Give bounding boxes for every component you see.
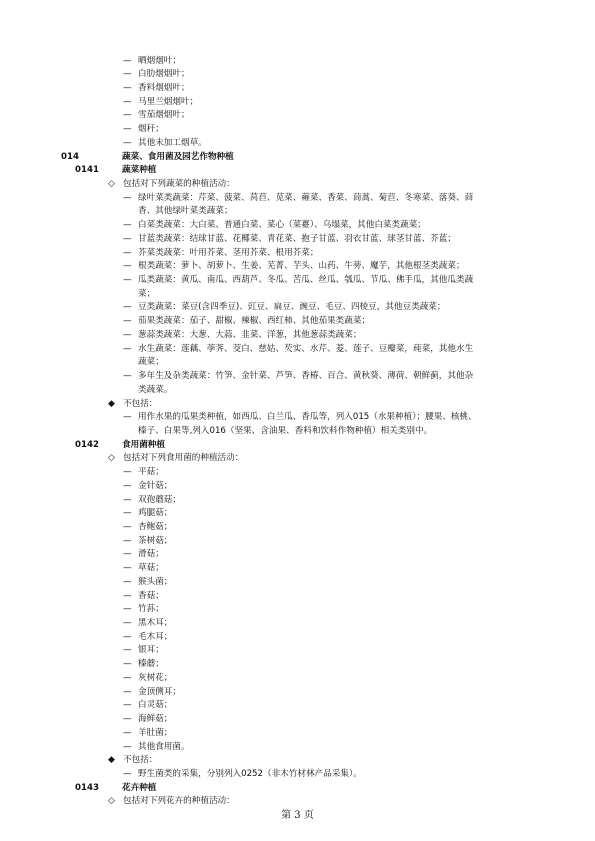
list-item-text: 瓜类蔬菜：黄瓜、南瓜、西葫芦、冬瓜、苦瓜、丝瓜、瓠瓜、节瓜、佛手瓜，其他瓜类蔬 — [138, 275, 474, 286]
list-item-text: 双孢蘑菇； — [138, 494, 181, 505]
dash-bullet: — — [123, 69, 132, 80]
note-text: 不包括： — [123, 398, 158, 409]
list-item-text: 白菜类蔬菜：大白菜、普通白菜、菜心（菜薹）、乌塌菜，其他白菜类蔬菜； — [138, 220, 426, 231]
list-item-text: 香料烟烟叶； — [138, 82, 190, 93]
dash-bullet: — — [123, 659, 132, 670]
dash-bullet: — — [123, 467, 132, 478]
list-item-text: 毛木耳； — [138, 631, 173, 642]
list-item-text: 滑菇； — [138, 549, 164, 560]
note-text: 包括对下列蔬菜的种植活动： — [123, 178, 235, 189]
dash-bullet: — — [123, 686, 132, 697]
list-item-text: 葱蒜类蔬菜：大葱、大蒜、韭菜、洋葱，其他葱蒜类蔬菜； — [138, 329, 362, 340]
dash-bullet: — — [123, 549, 132, 560]
dash-bullet: — — [123, 412, 132, 423]
dash-bullet: — — [123, 261, 132, 272]
list-item-text: 类蔬菜。 — [138, 384, 173, 395]
dash-bullet: — — [123, 576, 132, 587]
list-item-text: 马里兰烟烟叶； — [138, 96, 199, 107]
list-item-text: 灰树花； — [138, 672, 173, 683]
list-item-text: 银耳； — [138, 645, 164, 656]
list-item-text: 香、其他绿叶菜类蔬菜； — [138, 206, 233, 217]
dash-bullet: — — [123, 672, 132, 683]
dash-bullet: — — [123, 329, 132, 340]
note-text: 包括对下列食用菌的种植活动： — [123, 453, 244, 464]
list-item-text: 香菇； — [138, 590, 164, 601]
dash-bullet: — — [123, 521, 132, 532]
dash-bullet: — — [123, 590, 132, 601]
list-item-text: 菜； — [138, 288, 156, 299]
class-code: 0143 — [75, 782, 99, 793]
dash-bullet: — — [123, 302, 132, 313]
dash-bullet: — — [123, 535, 132, 546]
list-item-text: 竹荪； — [138, 604, 164, 615]
note-text: 不包括： — [123, 755, 158, 766]
list-item-text: 烟秆； — [138, 124, 164, 135]
dash-bullet: — — [123, 275, 132, 286]
dash-bullet: — — [123, 563, 132, 574]
list-item-text: 蔬菜； — [138, 357, 164, 368]
list-item-text: 绿叶菜类蔬菜：芹菜、菠菜、莴苣、苋菜、蕹菜、香菜、茼蒿、菊苣、冬寒菜、落葵、茴 — [138, 192, 474, 203]
list-item-text: 其他未加工烟草。 — [138, 137, 207, 148]
dash-bullet: — — [123, 604, 132, 615]
list-item-text: 其他食用菌。 — [138, 741, 190, 752]
list-item-text: 茶树菇； — [138, 535, 173, 546]
dash-bullet: — — [123, 343, 132, 354]
list-item-text: 白灵菇； — [138, 700, 173, 711]
list-item-text: 芥菜类蔬菜：叶用芥菜、茎用芥菜、根用芥菜； — [138, 247, 319, 258]
class-code: 0142 — [75, 439, 99, 450]
list-item-text: 晒烟烟叶； — [138, 55, 181, 66]
class-code: 0141 — [75, 165, 99, 176]
dash-bullet: — — [123, 247, 132, 258]
dash-bullet: — — [123, 55, 132, 66]
dash-bullet: — — [123, 124, 132, 135]
list-item-text: 草菇； — [138, 563, 164, 574]
list-item-text: 茄果类蔬菜：茄子、甜椒、辣椒、西红柿、其他茄果类蔬菜； — [138, 316, 371, 327]
dash-bullet: — — [123, 700, 132, 711]
dash-bullet: — — [123, 631, 132, 642]
dash-bullet: — — [123, 96, 132, 107]
dash-bullet: — — [123, 645, 132, 656]
list-item-text: 羊肚菌； — [138, 727, 173, 738]
filled-diamond-icon: ◆ — [108, 398, 115, 409]
list-item-text: 野生菌类的采集，分别列入0252（非木竹材林产品采集）。 — [138, 768, 362, 779]
list-item-text: 平菇； — [138, 467, 164, 478]
heading-title: 花卉种植 — [122, 782, 157, 793]
list-item-text: 杏鲍菇； — [138, 521, 173, 532]
dash-bullet: — — [123, 316, 132, 327]
list-item-text: 水生蔬菜：莲藕、荸荠、茭白、慈姑、芡实、水芹、菱、莲子、豆瓣菜，莼菜，其他水生 — [138, 343, 474, 354]
list-item-text: 榛蘑； — [138, 659, 164, 670]
list-item-text: 白肋烟烟叶； — [138, 69, 190, 80]
dash-bullet: — — [123, 480, 132, 491]
list-item-text: 豆类蔬菜：菜豆(含四季豆)、豇豆、扁豆、豌豆、毛豆、四棱豆，其他豆类蔬菜； — [138, 302, 446, 313]
class-code: 014 — [61, 151, 79, 162]
list-item-text: 金针菇； — [138, 480, 173, 491]
filled-diamond-icon: ◆ — [108, 755, 115, 766]
list-item-text: 根类蔬菜：萝卜、胡萝卜、生姜、芜菁、芋头、山药、牛蒡、魔芋，其他根茎类蔬菜； — [138, 261, 465, 272]
hollow-diamond-icon: ◇ — [108, 453, 115, 464]
dash-bullet: — — [123, 371, 132, 382]
dash-bullet: — — [123, 110, 132, 121]
dash-bullet: — — [123, 220, 132, 231]
note-text: 包括对下列花卉的种植活动： — [123, 796, 235, 807]
list-item-text: 用作水果的瓜果类种植，如西瓜、白兰瓜、香瓜等，列入015（水果种植）；腰果、核桃、 — [138, 412, 477, 423]
hollow-diamond-icon: ◇ — [108, 178, 115, 189]
dash-bullet: — — [123, 618, 132, 629]
dash-bullet: — — [123, 727, 132, 738]
list-item-text: 鸡腿菇； — [138, 508, 173, 519]
heading-title: 食用菌种植 — [122, 439, 165, 450]
list-item-text: 甘蓝类蔬菜：结球甘蓝、花椰菜、青花菜、抱子甘蓝、羽衣甘蓝、球茎甘蓝、芥蓝； — [138, 233, 456, 244]
dash-bullet: — — [123, 192, 132, 203]
list-item-text: 海鲜菇； — [138, 714, 173, 725]
dash-bullet: — — [123, 82, 132, 93]
hollow-diamond-icon: ◇ — [108, 796, 115, 807]
list-item-text: 猴头菌； — [138, 576, 173, 587]
list-item-text: 榛子、白果等,列入016（坚果、含油果、香料和饮料作物种植）相关类别中。 — [138, 425, 433, 436]
list-item-text: 多年生及杂类蔬菜：竹笋、金针菜、芦笋、香椿、百合、黄秋葵、薄荷、朝鲜蓟，其他杂 — [138, 371, 474, 382]
page-footer: 第 3 页 — [281, 810, 314, 821]
dash-bullet: — — [123, 137, 132, 148]
dash-bullet: — — [123, 233, 132, 244]
dash-bullet: — — [123, 714, 132, 725]
heading-title: 蔬菜种植 — [122, 165, 157, 176]
list-item-text: 黑木耳； — [138, 618, 173, 629]
dash-bullet: — — [123, 508, 132, 519]
dash-bullet: — — [123, 768, 132, 779]
list-item-text: 雪茄烟烟叶； — [138, 110, 190, 121]
heading-title: 蔬菜、食用菌及园艺作物种植 — [122, 151, 234, 162]
list-item-text: 金顶侧耳； — [138, 686, 181, 697]
dash-bullet: — — [123, 741, 132, 752]
dash-bullet: — — [123, 494, 132, 505]
